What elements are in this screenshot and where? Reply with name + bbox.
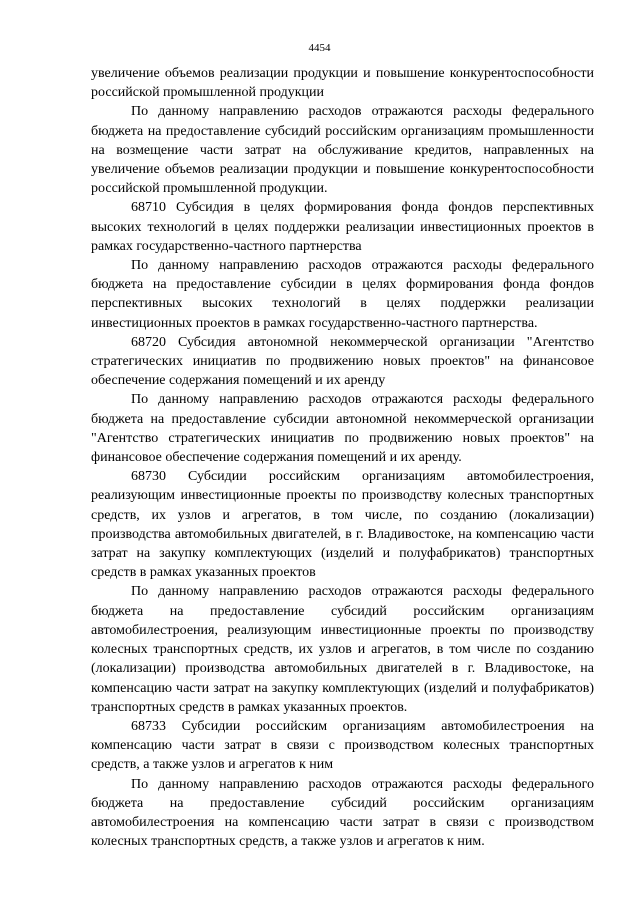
paragraph-2: По данному направлению расходов отражаются расходы федерального бюджета на предоставление субсидий российским организациям промышленности на возмещение части затрат на обслуживание кредитов, направленных на увеличение объемов реализации продукции и повышение конкурентоспособности российской промышленной продукции.: [91, 104, 594, 197]
paragraph-8: По данному направлению расходов отражаются расходы федерального бюджета на предоставление субсидий российским организациям автомобилестроения, реализующим инвестиционные проекты по производству колесных транспортных средств, их узлов и агрегатов, в том числе по созданию (локализации) производства автомобильных двигателей в г. Владивостоке, на компенсацию части затрат на закупку комплектующих (изделий и полуфабрикатов) транспортных средств в рамках указанных проектов.: [91, 584, 594, 715]
document-body: [91, 64, 594, 851]
paragraph-1: увеличение объемов реализации продукции и повышение конкурентоспособности российской промышленной продукции: [91, 66, 594, 101]
page-number: 4454: [308, 42, 331, 54]
paragraph-7-heading-68730: 68730 Субсидии российским организациям автомобилестроения, реализующим инвестиционные проекты по производству колесных транспортных средств, их узлов и агрегатов, в том числе, по созданию (локализации) производства автомобильных двигателей, в г. Владивостоке, на компенсацию части затрат на закупку комплектующих (изделий и полуфабрикатов) транспортных средств в рамках указанных проектов: [91, 469, 594, 581]
paragraph-10: По данному направлению расходов отражаются расходы федерального бюджета на предоставление субсидий российским организациям автомобилестроения на компенсацию части затрат в связи с производством колесных транспортных средств, а также узлов и агрегатов к ним.: [91, 776, 594, 850]
paragraph-9-heading-68733: 68733 Субсидии российским организациям автомобилестроения на компенсацию части затрат в связи с производством колесных транспортных средств, а также узлов и агрегатов к ним: [91, 718, 594, 773]
paragraph-5-heading-68720: 68720 Субсидия автономной некоммерческой организации "Агентство стратегических инициатив по продвижению новых проектов" на финансовое обеспечение содержания помещений и их аренду: [91, 334, 594, 389]
paragraph-3-heading-68710: 68710 Субсидия в целях формирования фонда фондов перспективных высоких технологий в целях поддержки реализации инвестиционных проектов в рамках государственно-частного партнерства: [91, 200, 594, 254]
paragraph-4: По данному направлению расходов отражаются расходы федерального бюджета на предоставление субсидии в целях формирования фонда фондов перспективных высоких технологий в целях поддержки реализации инвестиционных проектов в рамках государственно-частного партнерства.: [91, 258, 594, 331]
paragraph-6: По данному направлению расходов отражаются расходы федерального бюджета на предоставление субсидии автономной некоммерческой организации "Агентство стратегических инициатив по продвижению новых проектов" на финансовое обеспечение содержания помещений и их аренду.: [91, 392, 594, 466]
